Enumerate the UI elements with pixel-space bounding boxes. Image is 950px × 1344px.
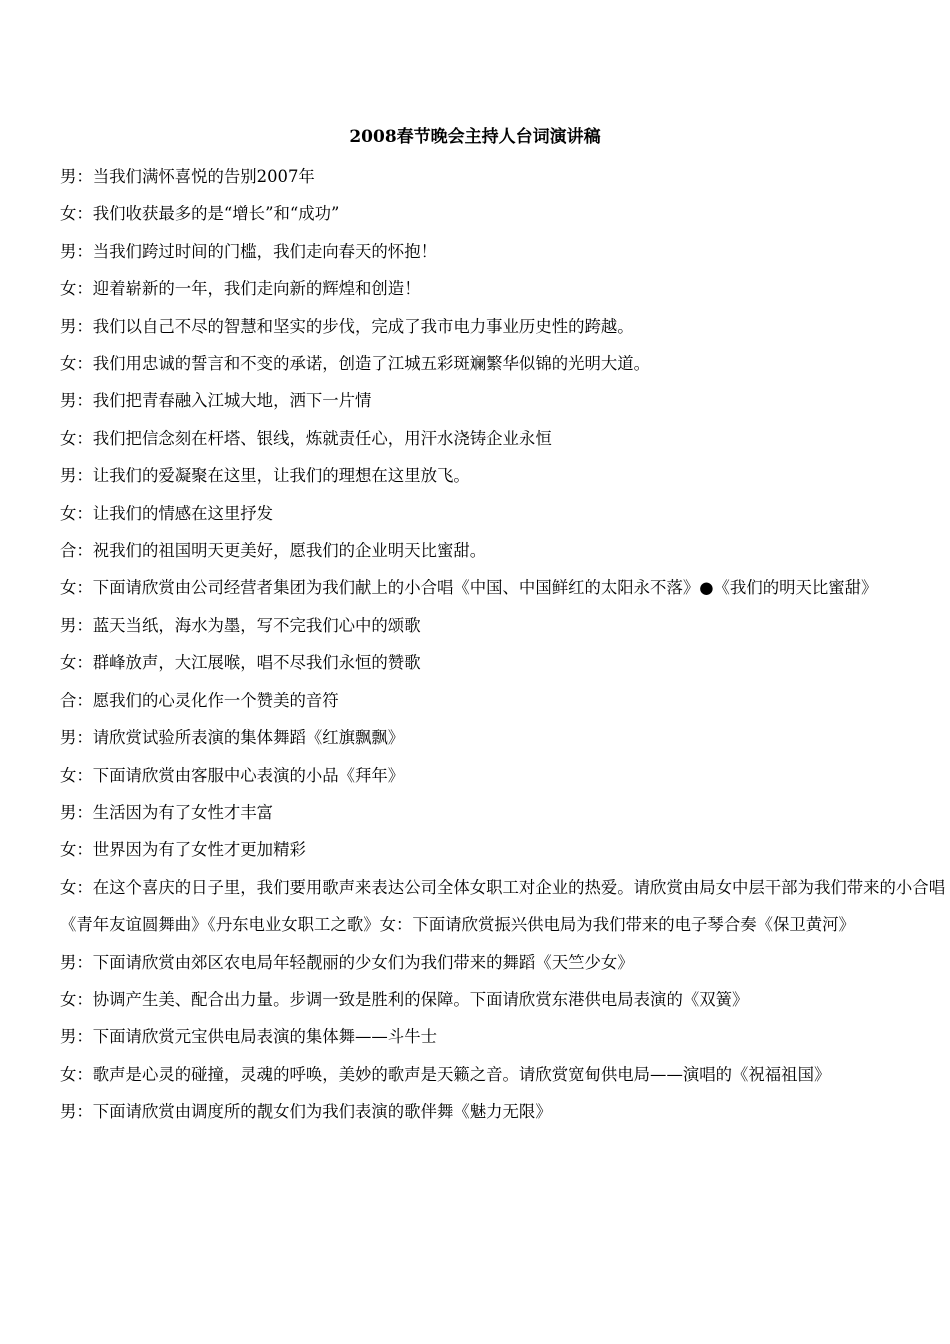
script-line: 合：愿我们的心灵化作一个赞美的音符	[60, 690, 339, 710]
script-line: 男：下面请欣赏元宝供电局表演的集体舞——斗牛士	[60, 1027, 437, 1047]
script-line: 女：下面请欣赏由公司经营者集团为我们献上的小合唱《中国、中国鲜红的太阳永不落》●《我们的明天比蜜甜》	[60, 578, 878, 598]
document-body	[60, 158, 948, 1131]
script-line: 女：让我们的情感在这里抒发	[60, 503, 274, 523]
script-line: 女：协调产生美、配合出力量。步调一致是胜利的保障。下面请欣赏东港供电局表演的《双簧》	[60, 989, 749, 1009]
script-line: 男：我们以自己不尽的智慧和坚实的步伐，完成了我市电力事业历史性的跨越。	[60, 316, 634, 336]
script-line: 男：让我们的爱凝聚在这里，让我们的理想在这里放飞。	[60, 466, 470, 486]
script-line: 男：当我们跨过时间的门槛，我们走向春天的怀抱！	[60, 241, 437, 261]
script-line: 女：我们用忠诚的誓言和不变的承诺，创造了江城五彩斑斓繁华似锦的光明大道。	[60, 354, 651, 374]
document-title: 2008春节晚会主持人台词演讲稿	[349, 127, 601, 147]
script-line: 男：蓝天当纸，海水为墨，写不完我们心中的颂歌	[60, 615, 421, 635]
script-line: 男：当我们满怀喜悦的告别2007年	[60, 167, 315, 186]
script-line: 男：下面请欣赏由调度所的靓女们为我们表演的歌伴舞《魅力无限》	[60, 1102, 552, 1122]
script-line: 女：世界因为有了女性才更加精彩	[60, 840, 306, 860]
script-line: 男：请欣赏试验所表演的集体舞蹈《红旗飘飘》	[60, 728, 405, 748]
script-line: 女：下面请欣赏由客服中心表演的小品《拜年》	[60, 765, 405, 785]
script-line: 女：歌声是心灵的碰撞，灵魂的呼唤，美妙的歌声是天籁之音。请欣赏宽甸供电局——演唱的《祝福祖国》	[60, 1064, 831, 1084]
script-line: 男：我们把青春融入江城大地，洒下一片情	[60, 391, 372, 411]
script-line: 男：下面请欣赏由郊区农电局年轻靓丽的少女们为我们带来的舞蹈《天竺少女》	[60, 952, 634, 972]
script-line: 女：我们收获最多的是“增长”和“成功”	[60, 204, 340, 224]
script-line: 女：我们把信念刻在杆塔、银线，炼就责任心，用汗水浇铸企业永恒	[60, 428, 552, 448]
script-line: 合：祝我们的祖国明天更美好，愿我们的企业明天比蜜甜。	[60, 541, 487, 561]
script-line: 女：迎着崭新的一年，我们走向新的辉煌和创造！	[60, 279, 421, 299]
script-line: 男：生活因为有了女性才丰富	[60, 802, 274, 822]
script-line: 女：群峰放声，大江展喉，唱不尽我们永恒的赞歌	[60, 653, 421, 673]
script-line: 女：在这个喜庆的日子里，我们要用歌声来表达公司全体女职工对企业的热爱。请欣赏由局女中层干部为我们带来的小合唱《青年友谊圆舞曲》《丹东电业女职工之歌》女：下面请欣赏振兴供电局为我们带来的电子琴合奏《保卫黄河》	[60, 877, 946, 935]
